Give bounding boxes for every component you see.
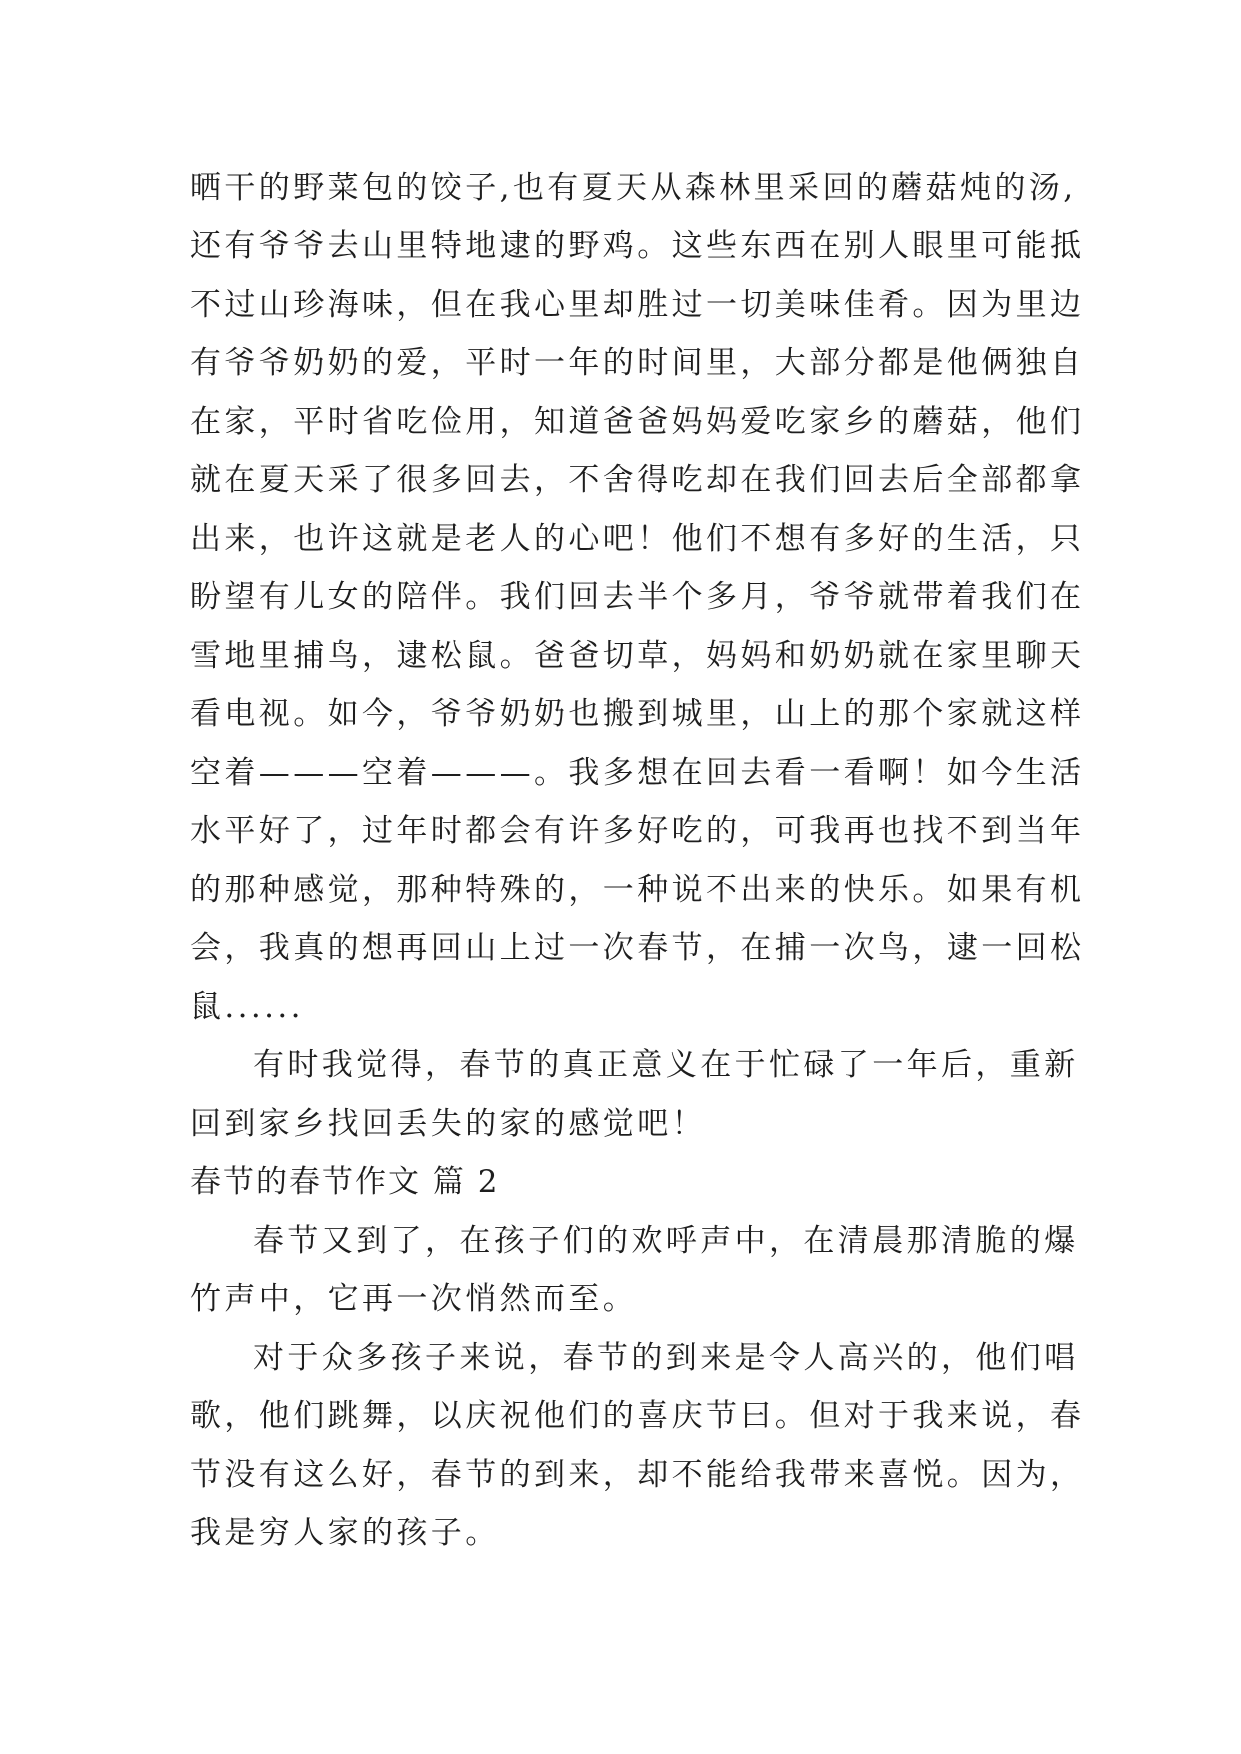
text-line: 盼望有儿女的陪伴。我们回去半个多月，爷爷就带着我们在 xyxy=(190,579,1085,615)
paragraph-start-line: 对于众多孩子来说，春节的到来是令人高兴的，他们唱 xyxy=(253,1340,1079,1376)
text-line: 空着———空着———。我多想在回去看一看啊！如今生活 xyxy=(190,755,1085,791)
text-line: 节没有这么好，春节的到来，却不能给我带来喜悦。因为， xyxy=(190,1457,1085,1493)
text-line: 鼠...... xyxy=(190,989,304,1025)
paragraph-start-line: 有时我觉得，春节的真正意义在于忙碌了一年后，重新 xyxy=(253,1047,1079,1083)
text-line: 有爷爷奶奶的爱，平时一年的时间里，大部分都是他俩独自 xyxy=(190,345,1085,381)
paragraph-start-line: 春节又到了，在孩子们的欢呼声中，在清晨那清脆的爆 xyxy=(253,1223,1079,1259)
section-heading: 春节的春节作文 篇 2 xyxy=(190,1164,500,1200)
text-line: 我是穷人家的孩子。 xyxy=(190,1515,500,1551)
text-line: 雪地里捕鸟，逮松鼠。爸爸切草，妈妈和奶奶就在家里聊天 xyxy=(190,638,1085,674)
text-line: 还有爷爷去山里特地逮的野鸡。这些东西在别人眼里可能抵 xyxy=(190,228,1085,264)
text-line: 的那种感觉，那种特殊的，一种说不出来的快乐。如果有机 xyxy=(190,872,1085,908)
text-line: 水平好了，过年时都会有许多好吃的，可我再也找不到当年 xyxy=(190,813,1085,849)
text-line: 不过山珍海味，但在我心里却胜过一切美味佳肴。因为里边 xyxy=(190,287,1085,323)
text-line: 晒干的野菜包的饺子,也有夏天从森林里采回的蘑菇炖的汤, xyxy=(190,170,1077,206)
text-line: 出来，也许这就是老人的心吧！他们不想有多好的生活，只 xyxy=(190,521,1085,557)
text-line: 就在夏天采了很多回去，不舍得吃却在我们回去后全部都拿 xyxy=(190,462,1085,498)
text-line: 竹声中，它再一次悄然而至。 xyxy=(190,1281,638,1317)
text-line: 看电视。如今，爷爷奶奶也搬到城里，山上的那个家就这样 xyxy=(190,696,1085,732)
text-line: 歌，他们跳舞，以庆祝他们的喜庆节曰。但对于我来说，春 xyxy=(190,1398,1085,1434)
text-line: 在家，平时省吃俭用，知道爸爸妈妈爱吃家乡的蘑菇，他们 xyxy=(190,404,1085,440)
text-line: 回到家乡找回丢失的家的感觉吧！ xyxy=(190,1106,706,1142)
text-line: 会，我真的想再回山上过一次春节，在捕一次鸟，逮一回松 xyxy=(190,930,1085,966)
